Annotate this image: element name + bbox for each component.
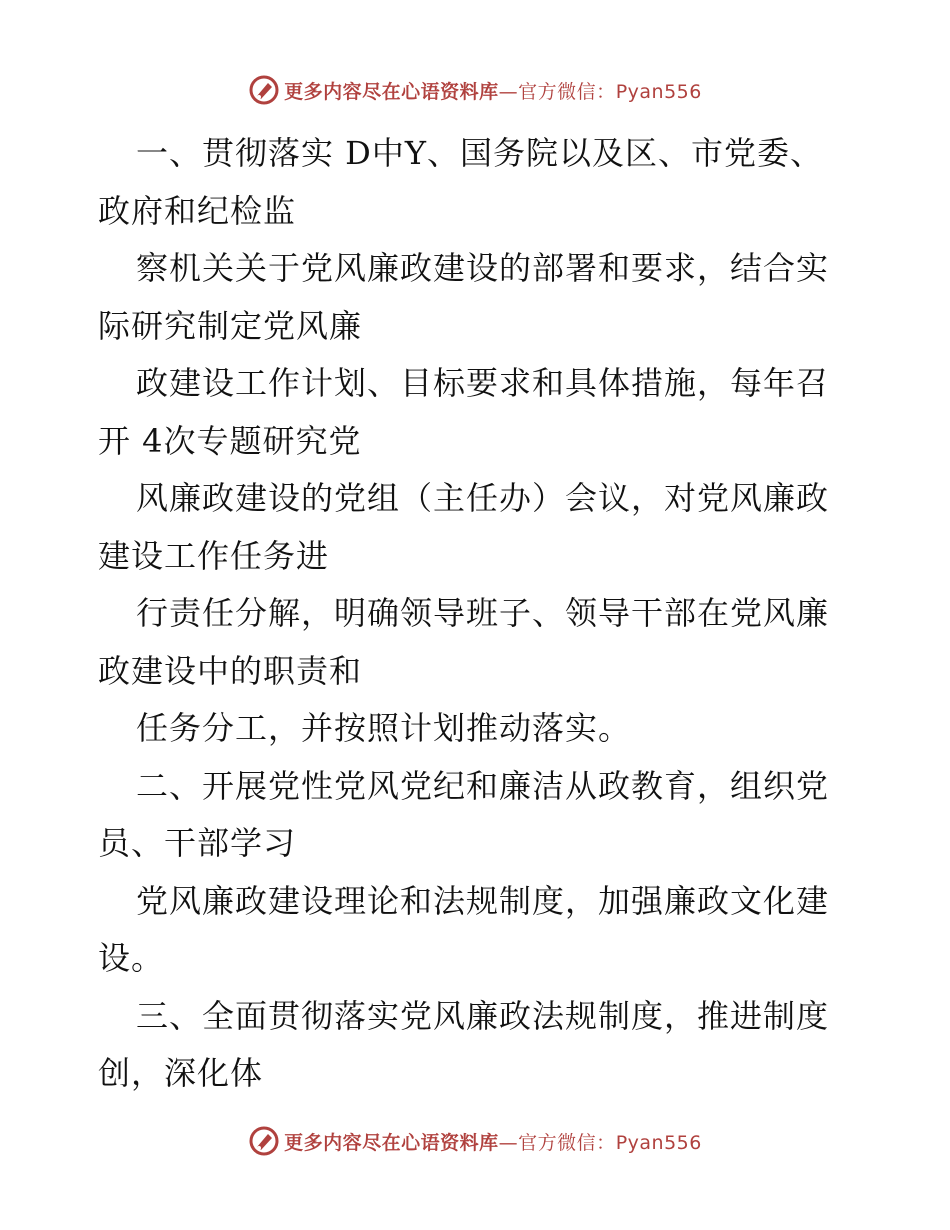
wechat-id: Pyan556 (615, 1131, 702, 1154)
document-body (98, 125, 858, 1103)
text-line: 政建设中的职责和 (98, 651, 363, 690)
watermark-text (284, 77, 702, 104)
watermark-dash: — (498, 1131, 519, 1154)
watermark-text (284, 1128, 702, 1155)
text-line: 设。 (98, 939, 165, 977)
text-line: 员、干部学习 (98, 824, 297, 862)
text-line: 任务分工，并按照计划推动落实。 (136, 709, 632, 747)
text-line: 党风廉政建设理论和法规制度，加强廉政文化建 (136, 881, 830, 920)
text-line: 政建设工作计划、目标要求和具体措施，每年召 (136, 364, 830, 402)
text-line: 行责任分解，明确领导班子、领导干部在党风廉 (136, 594, 830, 632)
wechat-label: 官方微信： (518, 80, 616, 103)
text-line: 二、开展党性党风党纪和廉洁从政教育，组织党 (136, 766, 830, 805)
footer-watermark (0, 1121, 950, 1161)
text-line: 际研究制定党风廉 (98, 306, 363, 345)
library-name: 更多内容尽在心语资料库 (284, 80, 499, 103)
text-line: 三、全面贯彻落实党风廉政法规制度，推进制度 (136, 996, 830, 1035)
text-line: 建设工作任务进 (98, 536, 330, 575)
text-line: 风廉政建设的党组（主任办）会议，对党风廉政 (136, 479, 830, 517)
header-watermark (0, 70, 950, 110)
wechat-id: Pyan556 (615, 80, 702, 103)
text-line: 察机关关于党风廉政建设的部署和要求，结合实 (136, 249, 830, 287)
library-name: 更多内容尽在心语资料库 (284, 1131, 499, 1154)
text-line: 政府和纪检监 (98, 191, 297, 230)
text-line: 开 4次专题研究党 (98, 421, 362, 460)
text-line: 创，深化体 (98, 1054, 264, 1092)
text-line: 一、贯彻落实 D中Y、国务院以及区、市党委、 (136, 134, 823, 172)
logo-icon (248, 1125, 280, 1157)
watermark-dash: — (498, 80, 519, 103)
wechat-label: 官方微信： (518, 1131, 616, 1154)
logo-icon (248, 74, 280, 106)
